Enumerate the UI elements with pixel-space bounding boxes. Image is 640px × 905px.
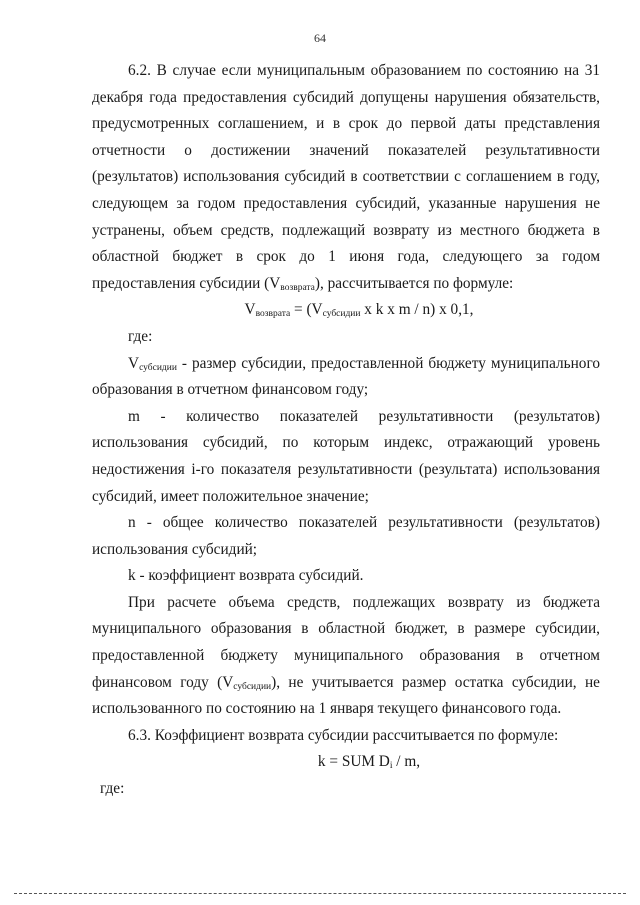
page-number: 64 (314, 31, 326, 45)
formula-return-amount (92, 297, 600, 324)
paragraph-calc-tail: ), не учитывается размер остатка субсидии, не использованного по состоянию на 1 января текущего финансового года. (92, 673, 600, 718)
definition-v-text: - размер субсидии, предоставленной бюджету муниципального образования в отчетном финансовом году; (92, 354, 600, 399)
page-bottom-divider (14, 893, 626, 894)
definition-k: k - коэффициент возврата субсидий. (128, 567, 364, 585)
formula-1-mid-sub: субсидии (322, 309, 361, 320)
definition-m: m - количество показателей результативности (результатов) использования субсидий, по которым индекс, отражающий уровень недостижения i-го показателя результативности (результата) использования субсидий, имеет положительное значение; (92, 407, 600, 505)
paragraph-6-2-text: 6.2. В случае если муниципальным образованием по состоянию на 31 декабря года предоставления субсидий допущены нарушения обязательств, предусмотренных соглашением, и в срок до первой даты представления отчетности о достижении значений показателей результативности (результатов) использования субсидий в соответствии с соглашением в году, следующем за годом предоставления субсидий, указанные нарушения не устранены, объем средств, подлежащий возврату из местного бюджета в областной бюджет в срок до 1 июня года, следующего за годом предоставления субсидии (V (92, 62, 600, 292)
formula-1-rhs: x k x m / n) x 0,1, (360, 301, 474, 319)
formula-2-pre: k = SUM D (317, 753, 390, 771)
paragraph-6-2 (92, 58, 600, 297)
paragraph-calculation-note (92, 590, 600, 723)
definition-v-symbol: V (128, 354, 140, 372)
formula-2-sub: i (389, 761, 393, 772)
subscript-vozvrata: возврата (280, 282, 315, 293)
paragraph-6-3: 6.3. Коэффициент возврата субсидии рассчитывается по формуле: (128, 726, 559, 744)
formula-1-lhs-sub: возврата (255, 309, 291, 320)
definition-v-subsidy (92, 351, 600, 404)
where-label-1: где: (128, 327, 153, 345)
paragraph-calc-sub: субсидии (233, 681, 272, 692)
paragraph-6-2-tail: ), рассчитывается по формуле: (314, 274, 514, 292)
document-body (92, 58, 600, 803)
paragraph-calc-text: При расчете объема средств, подлежащих возврату из бюджета муниципального образования в областной бюджет, в размере субсидии, предоставленной бюджету муниципального образования в отчетном финансовом году (V (92, 593, 600, 691)
definition-n: n - общее количество показателей результативности (результатов) использования субсидий; (92, 514, 600, 558)
formula-coefficient (92, 749, 600, 776)
definition-v-sub: субсидии (139, 362, 177, 373)
formula-1-eq: = (V (290, 301, 323, 319)
formula-1-lhs: V (244, 301, 256, 319)
where-label-2: где: (100, 780, 125, 798)
formula-2-post: / m, (392, 753, 421, 771)
